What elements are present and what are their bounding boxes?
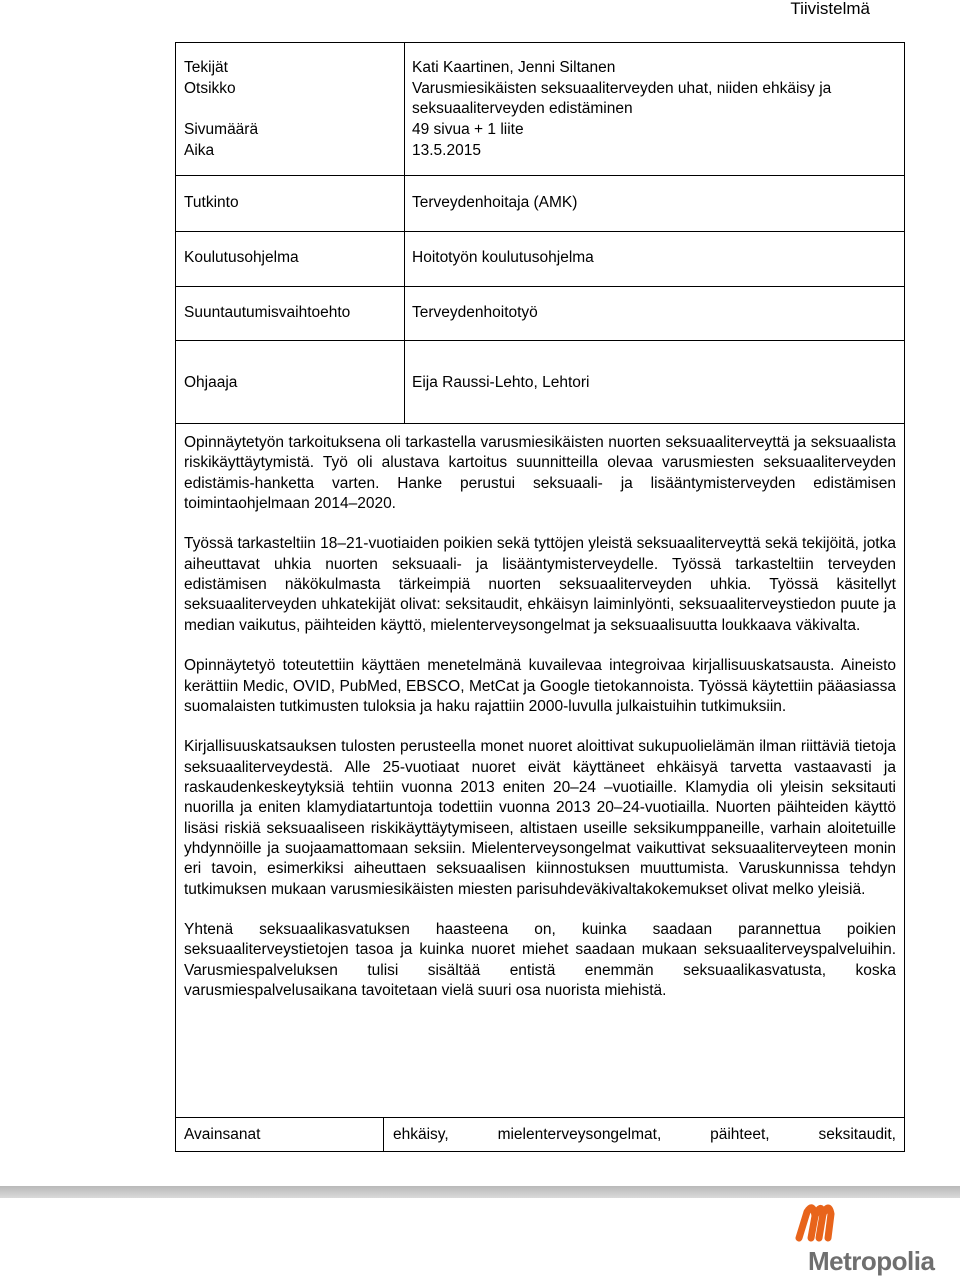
- row-divider: [176, 423, 904, 424]
- abstract-paragraph: Yhtenä seksuaalikasvatuksen haasteena on, kuinka saadaan parannettua poikien seksuaaliterveystietojen tasoa ja kuinka nuoret miehet saadaan mukaan seksuaaliterveyspalveluihin. Varusmiespalveluksen tulisi sisältää entistä enemmän seksuaalikasvatusta, koska varusmiespalvelusaikana tavoitetaan vielä suuri osa nuorista miehistä.: [184, 921, 896, 1000]
- specialisation-label: Suuntautumisvaihtoehto: [184, 304, 351, 321]
- logo-wordmark: Metropolia: [808, 1246, 935, 1276]
- label-column: [176, 43, 405, 424]
- abstract-paragraph: Opinnäytetyö toteutettiin käyttäen menetelmänä kuvailevaa integroivaa kirjallisuuskatsausta. Aineisto kerättiin Medic, OVID, PubMed, EBSCO, MetCat ja Google tietokannoista. Työssä käytettiin pääasiassa suomalaisten tutkimusten tuloksia ja haku rajattiin 2000-luvulla julkaistuihin tutkimuksiin.: [184, 657, 896, 715]
- abstract-form: [175, 42, 905, 1152]
- authors-value: Kati Kaartinen, Jenni Siltanen: [412, 59, 616, 76]
- keywords-label: Avainsanat: [184, 1126, 261, 1143]
- date-label: Aika: [184, 142, 215, 159]
- abstract-paragraph: Opinnäytetyön tarkoituksena oli tarkastella varusmiesikäisten nuorten seksuaaliterveyttä ja seksuaalista riskikäyttäytymistä. Työ oli alustava kartoitus suunnitteilla olevaa varusmiesten seksuaaliterveyden edistämis-hanketta varten. Hanke perustui seksuaali- ja lisääntymisterveyden edistämisen toimintaohjelmaan 2014–2020.: [184, 434, 896, 512]
- abstract-paragraph: Työssä tarkasteltiin 18–21-vuotiaiden poikien sekä tyttöjen yleistä seksuaaliterveyttä sekä tekijöitä, jotka aiheuttavat uhkia nuorten seksuaali- ja lisääntymisterveydelle. Työssä tarkasteltiin terveyden edistämisen näkökulmasta tärkeimpiä nuorten seksuaaliterveyden uhkia. Työssä käsitellyt seksuaaliterveyden uhkatekijät olivat: seksitaudit, ehkäisyn laiminlyönti, seksuaaliterveystiedon puute ja median vaikutus, päihteiden käyttö, mielenterveysongelmat ja seksuaalisuutta loukkaava väkivalta.: [184, 535, 896, 634]
- keywords-value: ehkäisy, mielenterveysongelmat, päihteet, seksitaudit,: [393, 1126, 896, 1143]
- degree-label: Tutkinto: [184, 194, 239, 211]
- row-divider: [176, 340, 904, 341]
- authors-label: Tekijät: [184, 59, 228, 76]
- abstract-paragraph: Kirjallisuuskatsauksen tulosten perusteella monet nuoret aloittivat sukupuolielämän ilman riittäviä tietoja seksuaaliterveydestä. Alle 25-vuotiaat nuoret eivät käyttäneet ehkäisyä tarvetta vastaavasti ja raskaudenkeskeytyksiä tehtiin vuonna 2013 eniten 20–24 –vuotiaille. Klamydia oli yleisin seksitauti nuorilla ja eniten klamydiatartuntoja todettiin vuonna 2013 20–24-vuotiailla. Nuorten päihteiden käyttö lisäsi riskiä seksuaaliseen riskikäyttäytymiseen, altistaen useille seksikumppaneille, varhain aloitetuille yhdynnöille ja suojaamattomaan seksiin. Mielenterveysongelmat vaikuttivat seksuaaliterveyteen monin eri tavoin, esimerkiksi aiheuttaen seksuaalisen kiinnostuksen muuttumista. Varuskunnissa tehdyn tutkimuksen mukaan varusmiesikäisten miesten parisuhdeväkivaltakokemukset olivat melko yleisiä.: [184, 738, 896, 898]
- keywords-divider: [383, 1118, 384, 1152]
- pages-value: 49 sivua + 1 liite: [412, 121, 524, 138]
- row-divider: [176, 286, 904, 287]
- programme-value: Hoitotyön koulutusohjelma: [412, 249, 594, 266]
- title-value-line2: seksuaaliterveyden edistäminen: [412, 100, 633, 117]
- abstract-body: [184, 433, 896, 1001]
- page-header-title: Tiivistelmä: [790, 0, 870, 18]
- row-divider: [176, 175, 904, 176]
- keywords-row: [176, 1117, 904, 1152]
- specialisation-value: Terveydenhoitotyö: [412, 304, 538, 321]
- title-value-line1: Varusmiesikäisten seksuaaliterveyden uhat, niiden ehkäisy ja: [412, 80, 832, 97]
- supervisor-value: Eija Raussi-Lehto, Lehtori: [412, 374, 590, 391]
- pages-label: Sivumäärä: [184, 121, 259, 138]
- programme-label: Koulutusohjelma: [184, 249, 299, 266]
- degree-value: Terveydenhoitaja (AMK): [412, 194, 578, 211]
- date-value: 13.5.2015: [412, 142, 481, 159]
- title-label: Otsikko: [184, 80, 236, 97]
- row-divider: [176, 231, 904, 232]
- supervisor-label: Ohjaaja: [184, 374, 238, 391]
